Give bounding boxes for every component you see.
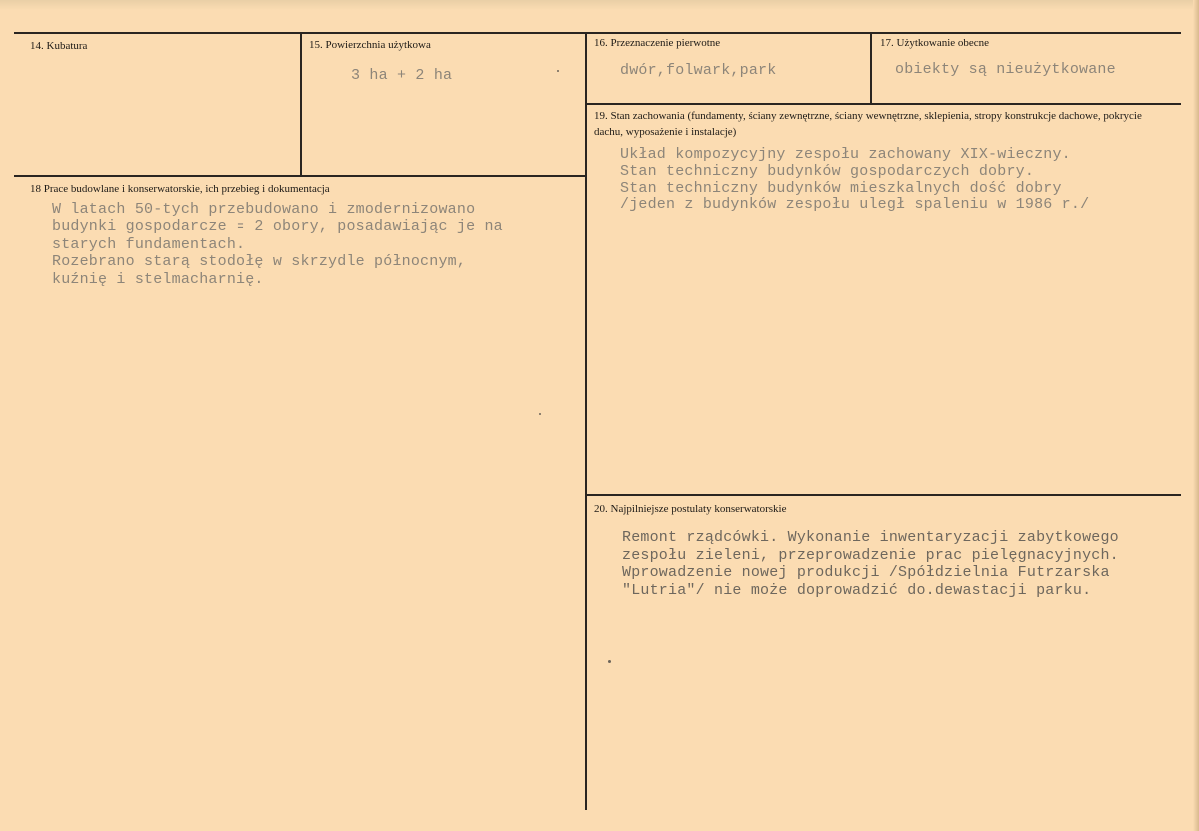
field-18-line: budynki gospodarcze ꞊ 2 obory, posadawiając je na [52,218,503,235]
field-20-line: zespołu zieleni, przeprowadzenie prac pielęgnacyjnych. [622,547,1119,564]
field-18-label: 18 Prace budowlane i konserwatorskie, ich przebieg i dokumentacja [30,183,330,195]
field-19-line: Stan techniczny budynków gospodarczych dobry. [620,163,1035,180]
field-19-label: 19. Stan zachowania (fundamenty, ściany zewnętrzne, ściany wewnętrzne, sklepienia, stropy konstrukcje dachowe, pokrycie dachu, wyposażenie i instalacje) [594,110,1142,138]
field-20-line: "Lutria"/ nie może doprowadzić do.dewastacji parku. [622,582,1092,599]
right-upper-rule [587,103,1181,105]
field-14-label: 14. Kubatura [30,40,88,52]
paper-speck [539,413,541,415]
field-20-label: 20. Najpilniejsze postulaty konserwatorskie [594,503,787,515]
field-19-line: Stan techniczny budynków mieszkalnych dość dobry [620,180,1062,197]
field-20-line: Wprowadzenie nowej produkcji /Spółdzielnia Futrzarska [622,564,1110,581]
right-lower-rule [587,494,1181,496]
field-18-line: Rozebrano starą stodołę w skrzydle północnym, [52,253,467,270]
field-17-label: 17. Użytkowanie obecne [880,37,990,49]
field-15-value: 3 ha + 2 ha [351,67,453,84]
card-top-edge [0,0,1199,10]
field-18-line: kuźnię i stelmacharnię. [52,271,264,288]
field-18-line: starych fundamentach. [52,236,246,253]
field-17-value: obiekty są nieużytkowane [895,61,1116,78]
divider-14-15 [300,32,302,176]
field-16-label: 16. Przeznaczenie pierwotne [594,37,721,49]
paper-speck [608,660,611,663]
field-16-value: dwór,folwark,park [620,62,777,79]
field-20-line: Remont rządcówki. Wykonanie inwentaryzacji zabytkowego [622,529,1119,546]
paper-speck [557,70,559,72]
field-19-line: /jeden z budynków zespołu uległ spaleniu w 1986 r./ [620,196,1090,213]
center-divider [585,32,587,810]
card-right-edge [1193,0,1199,831]
field-18-line: W latach 50-tych przebudowano i zmodernizowano [52,201,476,218]
top-rule [14,32,1181,34]
field-19-line: Układ kompozycyjny zespołu zachowany XIX-wieczny. [620,146,1071,163]
field-15-label: 15. Powierzchnia użytkowa [309,39,431,51]
divider-16-17 [870,32,872,104]
